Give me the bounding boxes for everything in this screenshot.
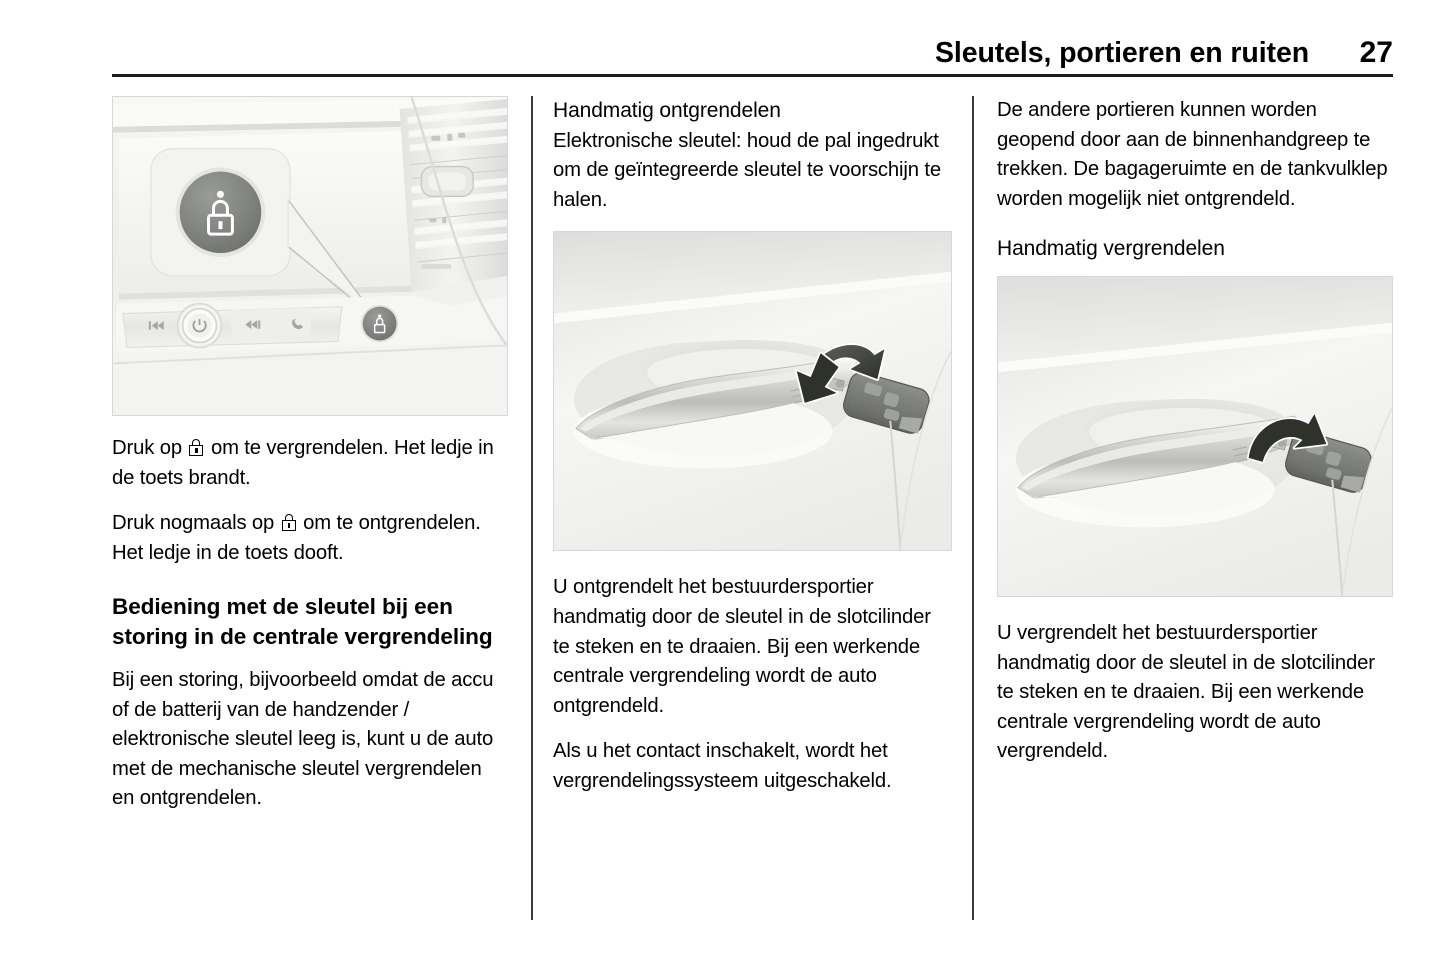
figure-central-locking-console <box>112 96 508 416</box>
header-row <box>112 36 1393 76</box>
column-divider-right <box>972 96 974 920</box>
right-paragraph-1: De andere portieren kunnen worden geopend door aan de binnenhandgreep te trekken. De bagageruimte en de tankvulklep worden mogelijk niet ontgrendeld. <box>997 99 1388 210</box>
middle-column <box>553 96 949 813</box>
middle-sub-heading: Handmatig ontgrendelen <box>553 99 781 122</box>
figure-door-handle-lock <box>997 276 1393 597</box>
header-rule <box>112 74 1393 77</box>
lock-icon <box>189 439 204 456</box>
middle-paragraph-2: U ontgrendelt het bestuurdersportier handmatig door de sleutel in de slotcilinder te steken en te draaien. Bij een werkende centrale vergrendeling wordt de auto ontgrendeld. <box>553 576 931 717</box>
left-paragraph-2-after: om te ontgrendelen. Het ledje in de toets dooft. <box>112 512 481 564</box>
lock-icon <box>281 514 296 531</box>
page-header <box>112 36 1393 78</box>
left-paragraph-1-after: om te vergrendelen. Het ledje in de toets brandt. <box>112 437 494 489</box>
column-divider-left <box>531 96 533 920</box>
figure-door-handle-unlock <box>553 231 952 551</box>
right-paragraph-2: U vergrendelt het bestuurdersportier handmatig door de sleutel in de slotcilinder te steken en te draaien. Bij een werkende centrale vergrendeling wordt de auto vergrendeld. <box>997 621 1375 763</box>
left-paragraph-2 <box>112 509 508 568</box>
right-sub-heading: Handmatig vergrendelen <box>997 237 1225 261</box>
left-column <box>112 96 508 830</box>
page-title: Sleutels, portieren en ruiten <box>934 37 1309 69</box>
right-column <box>997 96 1393 783</box>
left-paragraph-1 <box>112 434 508 493</box>
middle-paragraph-3: Als u het contact inschakelt, wordt het vergrendelingssysteem uitgeschakeld. <box>553 740 892 792</box>
middle-paragraph-1: Elektronische sleutel: houd de pal ingedrukt om de geïntegreerde sleutel te voorschijn te halen. <box>553 129 941 211</box>
left-paragraph-3: Bij een storing, bijvoorbeeld omdat de accu of de batterij van de handzender / elektronische sleutel leeg is, kunt u de auto met de mechanische sleutel vergrendelen en ontgrendelen. <box>112 668 494 810</box>
page-number: 27 <box>1359 36 1393 69</box>
left-section-heading: Bediening met de sleutel bij een storing in de centrale vergrendeling <box>112 594 493 650</box>
left-paragraph-1-before: Druk op <box>112 437 188 459</box>
left-paragraph-2-before: Druk nogmaals op <box>112 512 280 535</box>
